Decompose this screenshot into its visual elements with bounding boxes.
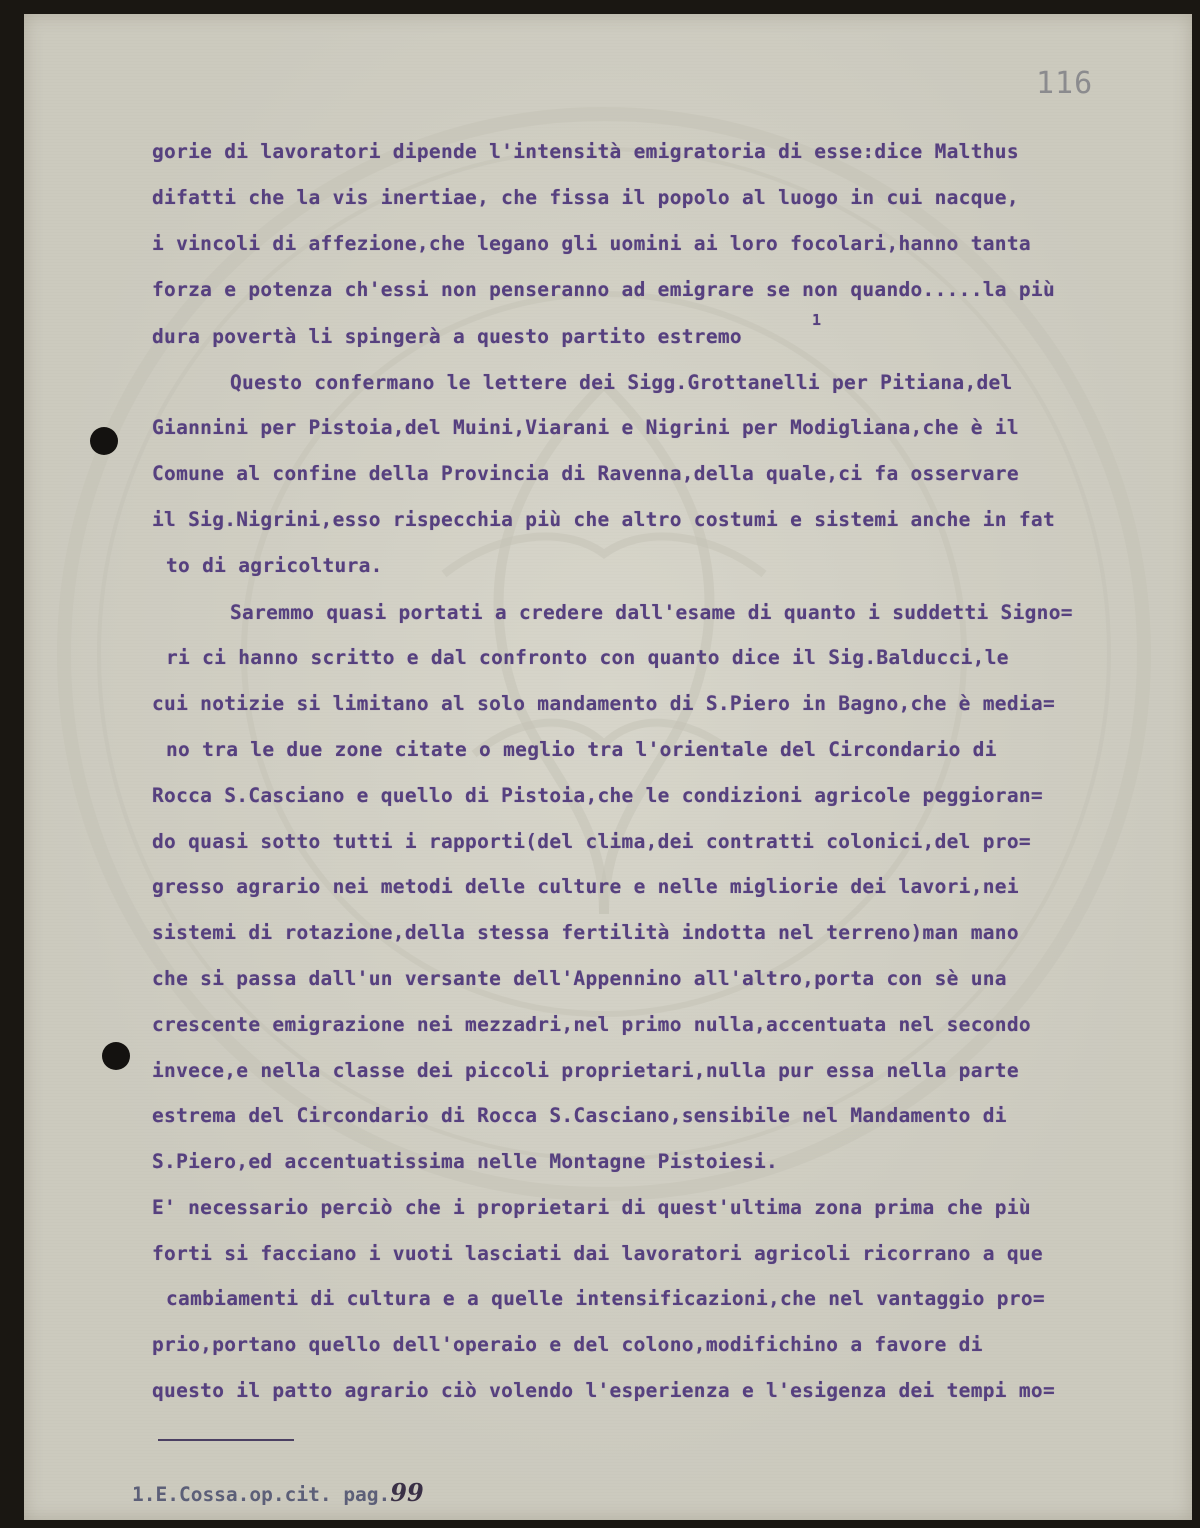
text-line: Rocca S.Casciano e quello di Pistoia,che le condizioni agricole peggioran= bbox=[152, 784, 1043, 807]
text-line: difatti che la vis inertiae, che fissa il popolo al luogo in cui nacque, bbox=[152, 186, 1019, 209]
text-line: cui notizie si limitano al solo mandamento di S.Piero in Bagno,che è media= bbox=[152, 692, 1055, 715]
text-line: prio,portano quello dell'operaio e del colono,modifichino a favore di bbox=[152, 1333, 983, 1356]
text-line: to di agricoltura. bbox=[166, 554, 383, 577]
footnote-text: 1.E.Cossa.op.cit. pag. bbox=[132, 1483, 391, 1506]
text-line: Questo confermano le lettere dei Sigg.Grottanelli per Pitiana,del bbox=[230, 371, 1013, 394]
text-line: ri ci hanno scritto e dal confronto con quanto dice il Sig.Balducci,le bbox=[166, 646, 1009, 669]
text-line: Giannini per Pistoia,del Muini,Viarani e Nigrini per Modigliana,che è il bbox=[152, 416, 1019, 439]
text-line: sistemi di rotazione,della stessa fertilità indotta nel terreno)man mano bbox=[152, 921, 1019, 944]
text-line: gresso agrario nei metodi delle culture e nelle migliorie dei lavori,nei bbox=[152, 875, 1019, 898]
text-line: crescente emigrazione nei mezzadri,nel primo nulla,accentuata nel secondo bbox=[152, 1013, 1031, 1036]
text-line: S.Piero,ed accentuatissima nelle Montagne Pistoiesi. bbox=[152, 1150, 779, 1173]
text-line: il Sig.Nigrini,esso rispecchia più che altro costumi e sistemi anche in fat bbox=[152, 508, 1055, 531]
document-page bbox=[24, 14, 1192, 1520]
text-line: i vincoli di affezione,che legano gli uomini ai loro focolari,hanno tanta bbox=[152, 232, 1031, 255]
text-line: forti si facciano i vuoti lasciati dai lavoratori agricoli ricorrano a que bbox=[152, 1242, 1043, 1265]
text-line: questo il patto agrario ciò volendo l'esperienza e l'esigenza dei tempi mo= bbox=[152, 1379, 1055, 1402]
text-line: E' necessario perciò che i proprietari di quest'ultima zona prima che più bbox=[152, 1196, 1031, 1219]
text-line: forza e potenza ch'essi non penseranno ad emigrare se non quando.....la più bbox=[152, 278, 1055, 301]
text-line: che si passa dall'un versante dell'Appennino all'altro,porta con sè una bbox=[152, 967, 1007, 990]
text-line: Saremmo quasi portati a credere dall'esame di quanto i suddetti Signo= bbox=[230, 601, 1073, 624]
text-line: no tra le due zone citate o meglio tra l'orientale del Circondario di bbox=[166, 738, 997, 761]
text-line: invece,e nella classe dei piccoli proprietari,nulla pur essa nella parte bbox=[152, 1059, 1019, 1082]
footnote-marker: 1 bbox=[812, 311, 822, 329]
text-line: estrema del Circondario di Rocca S.Casciano,sensibile nel Mandamento di bbox=[152, 1104, 1007, 1127]
text-line: Comune al confine della Provincia di Ravenna,della quale,ci fa osservare bbox=[152, 462, 1019, 485]
text-line: cambiamenti di cultura e a quelle intensificazioni,che nel vantaggio pro= bbox=[166, 1287, 1045, 1310]
page-number: 116 bbox=[1036, 66, 1094, 101]
punch-hole-top bbox=[90, 427, 118, 455]
text-line: dura povertà li spingerà a questo partito estremo bbox=[152, 325, 742, 348]
footnote-handwritten-page: 99 bbox=[390, 1478, 424, 1507]
republic-seal-watermark bbox=[44, 54, 1164, 1234]
punch-hole-bottom bbox=[102, 1042, 130, 1070]
footnote bbox=[132, 1478, 424, 1507]
text-line: do quasi sotto tutti i rapporti(del clima,dei contratti colonici,del pro= bbox=[152, 830, 1031, 853]
text-line: gorie di lavoratori dipende l'intensità emigratoria di esse:dice Malthus bbox=[152, 140, 1019, 163]
footnote-divider bbox=[158, 1439, 294, 1441]
